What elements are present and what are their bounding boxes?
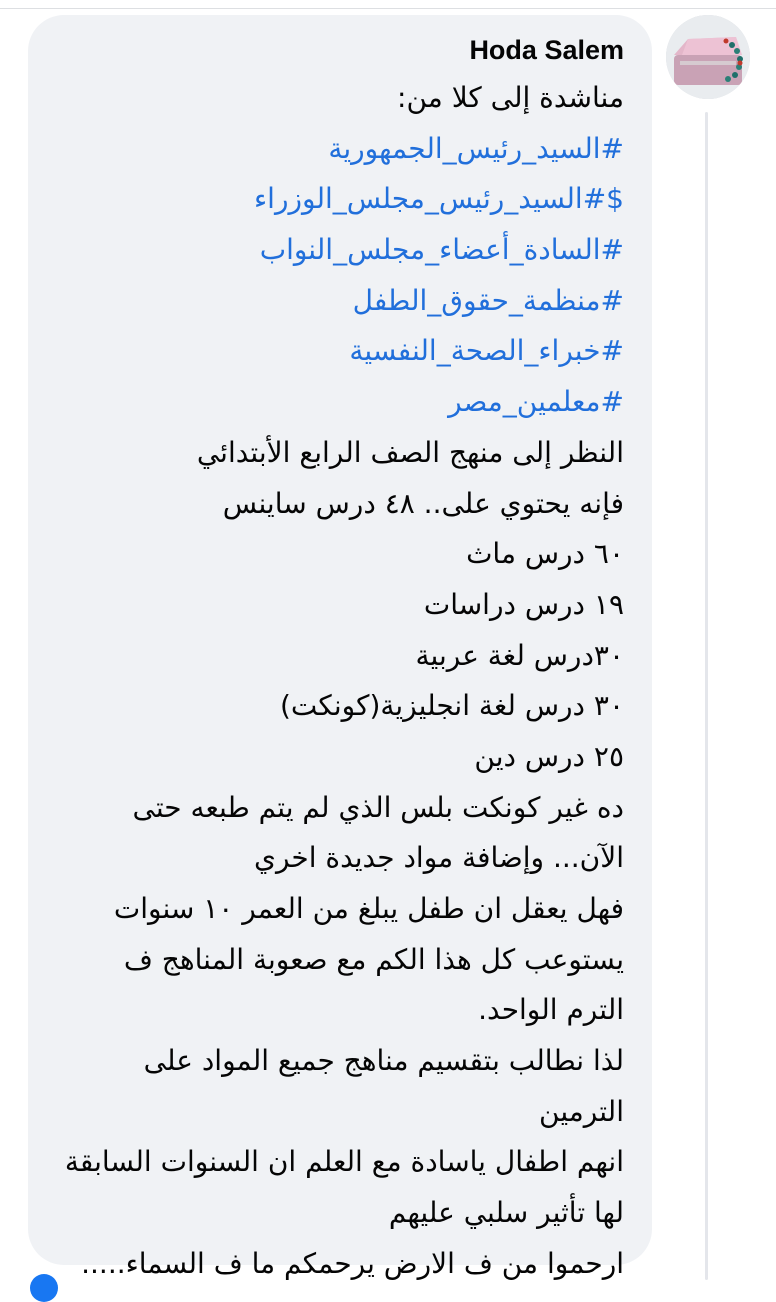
comment-line (65, 935, 624, 986)
comment-line-text: يستوعب كل هذا الكم مع صعوبة المناهج ف (123, 942, 624, 976)
comment-line (65, 580, 624, 631)
reply-thread-line (705, 112, 708, 1280)
comment-author-name[interactable]: Hoda Salem (469, 35, 624, 65)
comment-line (65, 1239, 624, 1290)
comment-line-text: النظر إلى منهج الصف الرابع الأبتدائي (196, 435, 624, 469)
avatar[interactable] (666, 15, 750, 99)
hashtag-link-text[interactable]: #منظمة_حقوق_الطفل (352, 283, 624, 317)
hashtag-link (65, 225, 624, 276)
hashtag-link-text[interactable]: #السادة_أعضاء_مجلس_النواب (259, 233, 624, 267)
comment-line-text: مناشدة إلى كلا من: (397, 81, 624, 114)
comment-line (65, 1137, 624, 1188)
comment-line-text: ارحموا من ف الارض يرحمكم ما ف السماء..... (81, 1246, 624, 1280)
hashtag-link (65, 276, 624, 327)
comment-line (65, 1087, 624, 1138)
comment-line (65, 428, 624, 479)
comment-line-text: ٣٠ درس لغة انجليزية(كونكت) (279, 689, 624, 723)
comment-line-text: الآن... وإضافة مواد جديدة اخري (254, 841, 624, 875)
comment-line (65, 1036, 624, 1087)
hashtag-link-text[interactable]: #خبراء_الصحة_النفسية (349, 334, 624, 368)
hashtag-link (65, 377, 624, 428)
comment-line-text: فهل يعقل ان طفل يبلغ من العمر ١٠ سنوات (113, 892, 624, 925)
comment-line (65, 884, 624, 935)
hashtag-link-text[interactable]: #السيد_رئيس_الجمهورية (328, 131, 624, 165)
avatar-photo-icon (666, 15, 750, 99)
comment-line-text: فإنه يحتوي على.. ٤٨ درس ساينس (222, 486, 624, 520)
comment-line (65, 681, 624, 732)
comment-line-text: لها تأثير سلبي عليهم (388, 1196, 624, 1230)
comment-line (65, 833, 624, 884)
hashtag-link (65, 124, 624, 175)
comment-line-text: الترم الواحد. (478, 993, 624, 1027)
comment-line (65, 479, 624, 530)
comment-line-text: لذا نطالب بتقسيم مناهج جميع المواد على (143, 1044, 624, 1078)
hashtag-link-text[interactable]: $#السيد_رئيس_مجلس_الوزراء (254, 182, 624, 216)
top-divider (0, 8, 776, 9)
comment-line (65, 529, 624, 580)
hashtag-link (65, 174, 624, 225)
next-comment-avatar (30, 1274, 58, 1302)
hashtag-link (65, 326, 624, 377)
comment-line (65, 1188, 624, 1239)
comment-line (65, 73, 624, 124)
comment-bubble (28, 15, 652, 1280)
comment-line-text: ١٩ درس دراسات (423, 587, 624, 621)
comment-line-text: ٣٠درس لغة عربية (415, 638, 624, 672)
comment-line-text: ٦٠ درس ماث (466, 537, 624, 571)
comment-line (65, 985, 624, 1036)
comment-line-text: ٢٥ درس دين (474, 739, 624, 773)
hashtag-link-text[interactable]: #معلمين_مصر (448, 385, 624, 419)
comment-line (65, 783, 624, 834)
comment-line-text: انهم اطفال ياسادة مع العلم ان السنوات السابقة (64, 1145, 624, 1179)
comment-line-text: الترمين (539, 1094, 624, 1128)
comment-line (65, 631, 624, 682)
comment-line (65, 732, 624, 783)
comment-text (65, 73, 624, 1290)
comment-line-text: ده غير كونكت بلس الذي لم يتم طبعه حتى (132, 790, 624, 824)
